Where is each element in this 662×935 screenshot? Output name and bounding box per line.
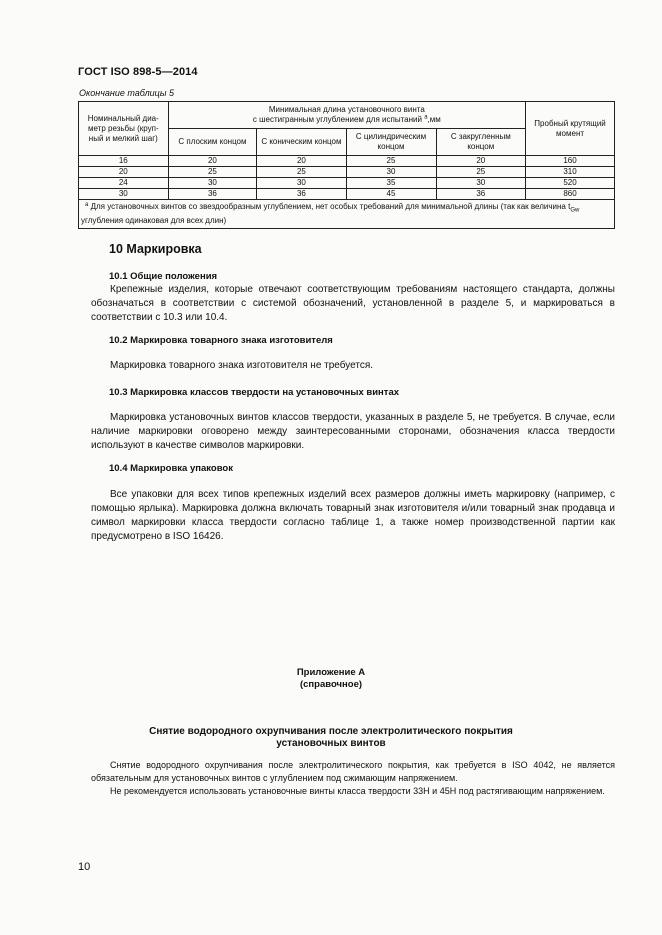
table-row — [79, 178, 615, 189]
footnote-mark: а — [85, 201, 89, 208]
paragraph: Маркировка товарного знака изготовителя не требуется. — [110, 360, 374, 371]
section-10-4-title: 10.4 Маркировка упаковок — [109, 463, 233, 474]
annex-label: Приложение А — [296, 667, 366, 678]
annex-kind: (справочное) — [299, 679, 363, 690]
document-header: ГОСТ ISO 898-5—2014 — [78, 66, 198, 78]
footnote-subscript: Gw — [570, 207, 580, 214]
cell-flat: 36 — [168, 189, 257, 200]
cell-diameter: 24 — [79, 178, 169, 189]
cell-round: 20 — [436, 156, 526, 167]
cell-flat: 25 — [168, 167, 257, 178]
col-cyl-header: С цилиндрическим концом — [346, 129, 436, 156]
cell-cyl: 30 — [346, 167, 436, 178]
cell-conical: 20 — [257, 156, 346, 167]
cell-torque: 310 — [526, 167, 615, 178]
cell-flat: 20 — [168, 156, 257, 167]
table-row — [79, 189, 615, 200]
group-header — [168, 102, 525, 129]
page-number: 10 — [78, 861, 91, 873]
annex-text — [91, 759, 615, 798]
cell-flat: 30 — [168, 178, 257, 189]
section-10-2-text — [91, 359, 615, 373]
cell-torque: 520 — [526, 178, 615, 189]
annex-title-line2: установочных винтов — [276, 738, 386, 749]
cell-diameter: 16 — [79, 156, 169, 167]
paragraph: Маркировка установочных винтов классов твердости, указанных в разделе 5, не требуется. В случае, если наличие маркировки оговорено между заинтересованными сторонами, обозначения класса твердости используют в качестве символов маркировки. — [91, 412, 615, 451]
section-10-1-text — [91, 283, 615, 325]
cell-diameter: 20 — [79, 167, 169, 178]
col-conical-header: С коническим концом — [257, 129, 346, 156]
footnote-text-end: углубления одинаковая для всех длин) — [81, 215, 227, 225]
cell-cyl: 35 — [346, 178, 436, 189]
cell-round: 36 — [436, 189, 526, 200]
cell-round: 25 — [436, 167, 526, 178]
group-header-footnote-mark: а — [424, 114, 428, 121]
cell-round: 30 — [436, 178, 526, 189]
table-row — [79, 167, 615, 178]
cell-cyl: 25 — [346, 156, 436, 167]
table-row — [79, 156, 615, 167]
section-10-4-text — [91, 488, 615, 544]
section-10-3-text — [91, 411, 615, 453]
cell-conical: 36 — [257, 189, 346, 200]
cell-torque: 860 — [526, 189, 615, 200]
col-round-header: С закругленным концом — [436, 129, 526, 156]
annex-title-line1: Снятие водородного охрупчивания после электролитического покрытия — [149, 726, 513, 737]
cell-torque: 160 — [526, 156, 615, 167]
section-10-2-title: 10.2 Маркировка товарного знака изготовителя — [109, 335, 333, 346]
cell-conical: 25 — [257, 167, 346, 178]
section-10-title: 10 Маркировка — [109, 242, 202, 256]
paragraph: Все упаковки для всех типов крепежных изделий всех размеров должны иметь маркировку (например, с помощью ярлыка). Маркировка должна включать товарный знак изготовителя и/или товарный знак продавца и символ маркировки класса твердости согласно таблице 1, а также номер производственной партии как предусмотрено в ISO 16426. — [91, 489, 615, 542]
paragraph: Крепежные изделия, которые отвечают соответствующим требованиям настоящего стандарта, должны обозначаться в соответствии с системой обозначений, установленной в разделе 5, и маркироваться в соответствии с 10.3 или 10.4. — [91, 284, 615, 323]
group-header-line1: Минимальная длина установочного винта — [268, 105, 425, 114]
group-header-line2: с шестигранным углублением для испытаний — [252, 115, 425, 124]
cell-diameter: 30 — [79, 189, 169, 200]
col-nominal-header: Номинальный диа-метр резьбы (круп-ный и мелкий шаг) — [79, 102, 169, 156]
section-10-3-title: 10.3 Маркировка классов твердости на установочных винтах — [109, 387, 400, 398]
col-torque-header: Пробный крутящий момент — [526, 102, 615, 156]
footnote-text: Для установочных винтов со звездообразным углублением, нет особых требований для минимальной длины (так как величина t — [88, 202, 571, 212]
col-flat-header: С плоским концом — [168, 129, 257, 156]
table-caption: Окончание таблицы 5 — [79, 88, 174, 98]
paragraph: Не рекомендуется использовать установочные винты класса твердости 33H и 45H под растягивающим напряжением. — [110, 786, 605, 796]
table-footnote — [79, 200, 615, 229]
section-10-1-title: 10.1 Общие положения — [109, 271, 218, 282]
group-header-unit: ,мм — [427, 115, 441, 124]
table-5 — [78, 101, 615, 229]
paragraph: Снятие водородного охрупчивания после электролитического покрытия, как требуется в ISO 4042, не является обязательным для установочных винтов с углублением под сжимающим напряжением. — [91, 760, 615, 783]
cell-conical: 30 — [257, 178, 346, 189]
cell-cyl: 45 — [346, 189, 436, 200]
